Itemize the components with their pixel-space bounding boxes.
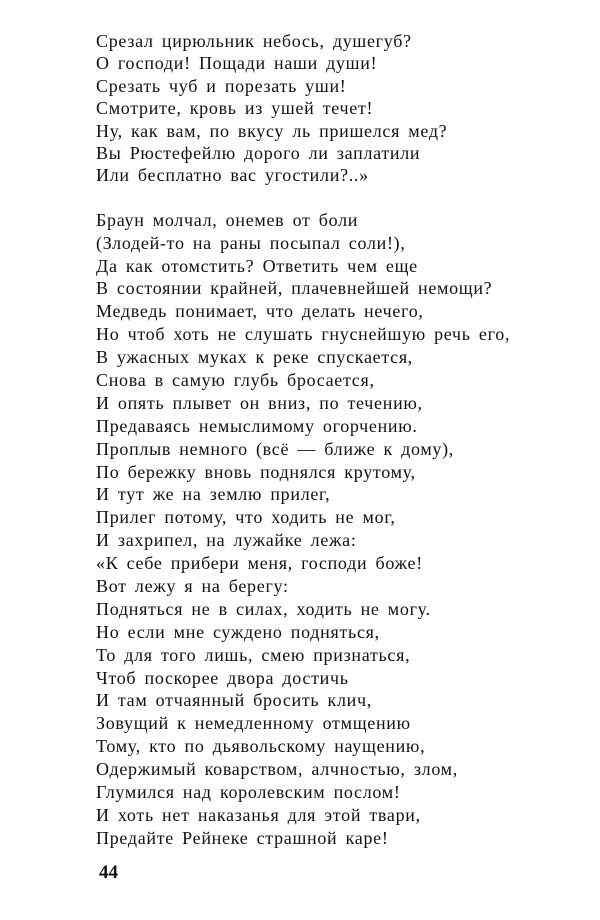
- verse-line: Прилег потому, что ходить не мог,: [96, 507, 396, 528]
- verse-line: То для того лишь, смею признаться,: [96, 644, 411, 665]
- verse-line: Снова в самую глубь бросается,: [96, 369, 375, 390]
- verse-line: Чтоб поскорее двора достичь: [96, 667, 349, 688]
- verse-line: Но чтоб хоть не слушать гнуснейшую речь его,: [96, 324, 511, 345]
- verse-line: По бережку вновь поднялся крутому,: [96, 461, 416, 482]
- verse-line: (Злодей-то на раны посыпал соли!),: [96, 232, 406, 253]
- verse-line: Тому, кто по дьявольскому наущению,: [96, 736, 426, 757]
- verse-line: И хоть нет наказанья для этой твари,: [96, 804, 421, 825]
- verse-line: Да как отомстить? Ответить чем еще: [96, 255, 418, 276]
- verse-line: И там отчаянный бросить клич,: [96, 690, 372, 711]
- verse-line: Вот лежу я на берегу:: [96, 575, 289, 596]
- verse-line: Или бесплатно вас угостили?..»: [96, 165, 369, 186]
- verse-line: Проплыв немного (всё — ближе к дому),: [96, 438, 455, 459]
- verse-line: Вы Рюстефейлю дорого ли заплатили: [96, 142, 421, 163]
- verse-line: Смотрите, кровь из ушей течет!: [96, 98, 374, 119]
- verse-line: Ну, как вам, по вкусу ль пришелся мед?: [96, 120, 448, 141]
- verse-line: О господи! Пощади наши души!: [96, 53, 378, 74]
- verse-line: И захрипел, на лужайке лежа:: [96, 530, 357, 551]
- verse-line: «К себе прибери меня, господи боже!: [96, 553, 423, 574]
- poem-text: [96, 30, 576, 850]
- verse-line: И опять плывет он вниз, по течению,: [96, 392, 423, 413]
- stanza-1: [96, 30, 576, 187]
- verse-line: Предаваясь немыслимому огорчению.: [96, 415, 418, 436]
- verse-line: Но если мне суждено подняться,: [96, 621, 380, 642]
- verse-line: Предайте Рейнеке страшной каре!: [96, 827, 389, 848]
- verse-line: Срезать чуб и порезать уши!: [96, 75, 347, 96]
- verse-line: Подняться не в силах, ходить не могу.: [96, 598, 431, 619]
- page-number: 44: [99, 862, 118, 883]
- verse-line: Одержимый коварством, алчностью, злом,: [96, 759, 458, 780]
- verse-line: Зовущий к немедленному отмщению: [96, 713, 411, 734]
- verse-line: В ужасных муках к реке спускается,: [96, 347, 414, 368]
- verse-line: Браун молчал, онемев от боли: [96, 209, 359, 230]
- verse-line: Медведь понимает, что делать нечего,: [96, 301, 424, 322]
- verse-line: И тут же на землю прилег,: [96, 484, 331, 505]
- verse-line: Глумился над королевским послом!: [96, 782, 401, 802]
- verse-line: В состоянии крайней, плачевнейшей немощи?: [96, 278, 493, 299]
- stanza-2: [96, 209, 576, 850]
- verse-line: Срезал цирюльник небось, душегуб?: [96, 31, 412, 51]
